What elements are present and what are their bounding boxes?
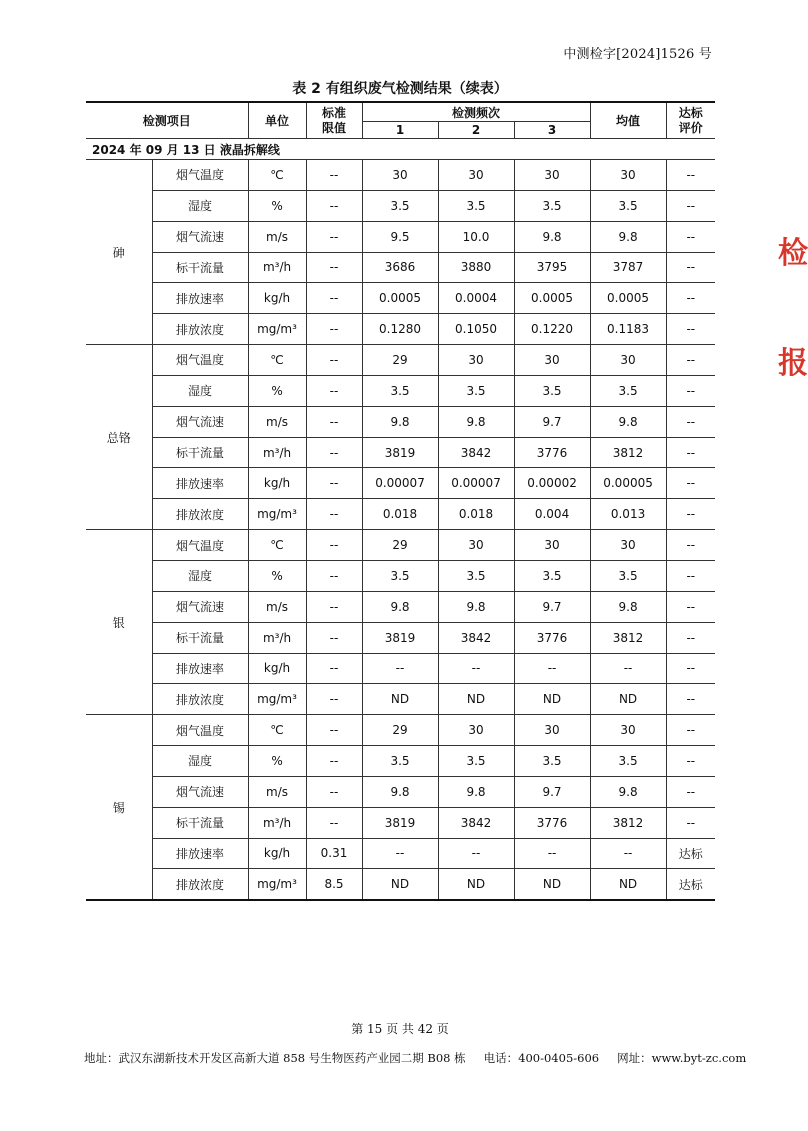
table-row [86, 776, 715, 807]
run-2-cell: 0.1050 [438, 314, 514, 345]
limit-cell: -- [306, 776, 362, 807]
header-limit-text: 标准 限值 [322, 105, 347, 135]
run-3-cell: 3.5 [514, 560, 590, 591]
table-row [86, 869, 715, 900]
table-row [86, 838, 715, 869]
run-1-cell: -- [362, 838, 438, 869]
run-1-cell: 3686 [362, 252, 438, 283]
run-3-cell: 9.8 [514, 221, 590, 252]
unit-cell: ℃ [248, 715, 306, 746]
unit-cell: % [248, 746, 306, 777]
evaluation-cell: -- [666, 468, 715, 499]
header-item: 检测项目 [86, 102, 248, 139]
limit-cell: -- [306, 437, 362, 468]
run-2-cell: 10.0 [438, 221, 514, 252]
parameter-cell: 标干流量 [152, 252, 248, 283]
unit-cell: % [248, 375, 306, 406]
parameter-cell: 烟气温度 [152, 530, 248, 561]
unit-cell: ℃ [248, 530, 306, 561]
run-2-cell: 3842 [438, 622, 514, 653]
table-row [86, 807, 715, 838]
run-3-cell: 30 [514, 715, 590, 746]
run-2-cell: 0.00007 [438, 468, 514, 499]
evaluation-cell: -- [666, 591, 715, 622]
run-2-cell: 3.5 [438, 190, 514, 221]
average-cell: 3.5 [590, 190, 666, 221]
header-average: 均值 [590, 102, 666, 139]
evaluation-cell: -- [666, 190, 715, 221]
table-row [86, 345, 715, 376]
document-number: 中测检字[2024]1526 号 [563, 47, 712, 62]
run-2-cell: 9.8 [438, 776, 514, 807]
parameter-cell: 烟气流速 [152, 591, 248, 622]
average-cell: -- [590, 653, 666, 684]
evaluation-cell: 达标 [666, 869, 715, 900]
evaluation-cell: -- [666, 221, 715, 252]
table-row [86, 591, 715, 622]
unit-cell: m³/h [248, 622, 306, 653]
header-frequency: 检测频次 [362, 102, 590, 122]
average-cell: 30 [590, 715, 666, 746]
limit-cell: -- [306, 807, 362, 838]
limit-cell: -- [306, 622, 362, 653]
average-cell: ND [590, 869, 666, 900]
unit-cell: mg/m³ [248, 684, 306, 715]
evaluation-cell: -- [666, 807, 715, 838]
unit-cell: m/s [248, 591, 306, 622]
evaluation-cell: 达标 [666, 838, 715, 869]
unit-cell: m/s [248, 221, 306, 252]
run-3-cell: -- [514, 838, 590, 869]
limit-cell: -- [306, 499, 362, 530]
parameter-cell: 烟气流速 [152, 406, 248, 437]
limit-cell: -- [306, 314, 362, 345]
average-cell: 0.00005 [590, 468, 666, 499]
evaluation-cell: -- [666, 375, 715, 406]
run-3-cell: 30 [514, 530, 590, 561]
unit-cell: mg/m³ [248, 869, 306, 900]
parameter-cell: 烟气流速 [152, 776, 248, 807]
table-row [86, 499, 715, 530]
unit-cell: m³/h [248, 437, 306, 468]
evaluation-cell: -- [666, 314, 715, 345]
average-cell: 30 [590, 345, 666, 376]
limit-cell: -- [306, 468, 362, 499]
run-1-cell: 9.8 [362, 776, 438, 807]
run-1-cell: 3.5 [362, 560, 438, 591]
table-row [86, 437, 715, 468]
header-unit: 单位 [248, 102, 306, 139]
run-1-cell: 9.8 [362, 406, 438, 437]
pollutant-cell: 砷 [86, 160, 152, 345]
table-row [86, 283, 715, 314]
limit-cell: -- [306, 591, 362, 622]
parameter-cell: 排放速率 [152, 283, 248, 314]
evaluation-cell: -- [666, 160, 715, 191]
evaluation-cell: -- [666, 437, 715, 468]
parameter-cell: 排放速率 [152, 468, 248, 499]
run-3-cell: 3776 [514, 622, 590, 653]
run-1-cell: 0.00007 [362, 468, 438, 499]
evaluation-cell: -- [666, 715, 715, 746]
run-3-cell: 3.5 [514, 190, 590, 221]
unit-cell: kg/h [248, 468, 306, 499]
parameter-cell: 烟气流速 [152, 221, 248, 252]
run-2-cell: 30 [438, 530, 514, 561]
table-row [86, 560, 715, 591]
evaluation-cell: -- [666, 345, 715, 376]
limit-cell: -- [306, 746, 362, 777]
limit-cell: -- [306, 375, 362, 406]
run-1-cell: 29 [362, 530, 438, 561]
run-2-cell: 3880 [438, 252, 514, 283]
unit-cell: m³/h [248, 807, 306, 838]
average-cell: 3.5 [590, 375, 666, 406]
average-cell: 0.0005 [590, 283, 666, 314]
table-row [86, 622, 715, 653]
limit-cell: -- [306, 283, 362, 314]
run-1-cell: 3819 [362, 622, 438, 653]
average-cell: 9.8 [590, 776, 666, 807]
page-number: 第 15 页 共 42 页 [351, 1022, 449, 1036]
run-1-cell: 0.018 [362, 499, 438, 530]
run-1-cell: 9.8 [362, 591, 438, 622]
seal-fragment-bottom: 报 [778, 346, 808, 381]
evaluation-cell: -- [666, 622, 715, 653]
unit-cell: % [248, 190, 306, 221]
evaluation-cell: -- [666, 776, 715, 807]
footer-address: 地址：武汉东湖新技术开发区高新大道 858 号生物医药产业园二期 B08 栋 [84, 1051, 466, 1065]
limit-cell: -- [306, 160, 362, 191]
parameter-cell: 排放浓度 [152, 869, 248, 900]
footer-phone: 电话：400-0405-606 [483, 1051, 600, 1065]
parameter-cell: 标干流量 [152, 437, 248, 468]
average-cell: 3812 [590, 807, 666, 838]
table-row [86, 375, 715, 406]
average-cell: -- [590, 838, 666, 869]
pollutant-cell: 总铬 [86, 345, 152, 530]
average-cell: 9.8 [590, 406, 666, 437]
average-cell: 3812 [590, 622, 666, 653]
run-3-cell: 3.5 [514, 746, 590, 777]
run-2-cell: 3.5 [438, 746, 514, 777]
run-2-cell: 3842 [438, 437, 514, 468]
run-1-cell: 3819 [362, 437, 438, 468]
run-2-cell: 0.018 [438, 499, 514, 530]
header-limit [306, 102, 362, 139]
run-3-cell: 9.7 [514, 406, 590, 437]
unit-cell: % [248, 560, 306, 591]
results-table [86, 101, 715, 901]
average-cell: 9.8 [590, 591, 666, 622]
run-3-cell: 9.7 [514, 591, 590, 622]
run-1-cell: -- [362, 653, 438, 684]
average-cell: 3.5 [590, 746, 666, 777]
unit-cell: mg/m³ [248, 499, 306, 530]
evaluation-cell: -- [666, 283, 715, 314]
run-2-cell: 0.0004 [438, 283, 514, 314]
run-3-cell: ND [514, 684, 590, 715]
table-row [86, 653, 715, 684]
limit-cell: -- [306, 221, 362, 252]
parameter-cell: 排放浓度 [152, 499, 248, 530]
evaluation-cell: -- [666, 746, 715, 777]
run-1-cell: 0.1280 [362, 314, 438, 345]
unit-cell: kg/h [248, 838, 306, 869]
run-2-cell: -- [438, 838, 514, 869]
evaluation-cell: -- [666, 684, 715, 715]
table-row [86, 746, 715, 777]
limit-cell: -- [306, 715, 362, 746]
unit-cell: kg/h [248, 283, 306, 314]
run-3-cell: 0.1220 [514, 314, 590, 345]
limit-cell: -- [306, 684, 362, 715]
run-3-cell: 30 [514, 160, 590, 191]
parameter-cell: 湿度 [152, 190, 248, 221]
parameter-cell: 湿度 [152, 560, 248, 591]
seal-fragment-top: 检 [778, 236, 808, 271]
parameter-cell: 排放浓度 [152, 314, 248, 345]
run-1-cell: 9.5 [362, 221, 438, 252]
table-row [86, 221, 715, 252]
run-3-cell: 30 [514, 345, 590, 376]
average-cell: 3.5 [590, 560, 666, 591]
table-row [86, 684, 715, 715]
run-3-cell: 0.0005 [514, 283, 590, 314]
run-1-cell: 0.0005 [362, 283, 438, 314]
parameter-cell: 标干流量 [152, 622, 248, 653]
run-1-cell: 3819 [362, 807, 438, 838]
run-2-cell: 30 [438, 715, 514, 746]
average-cell: 3812 [590, 437, 666, 468]
average-cell: 0.1183 [590, 314, 666, 345]
run-3-cell: 3.5 [514, 375, 590, 406]
parameter-cell: 标干流量 [152, 807, 248, 838]
run-2-cell: -- [438, 653, 514, 684]
table-row [86, 190, 715, 221]
unit-cell: kg/h [248, 653, 306, 684]
limit-cell: -- [306, 530, 362, 561]
parameter-cell: 湿度 [152, 746, 248, 777]
table-row [86, 314, 715, 345]
section-date-line: 2024 年 09 月 13 日 液晶拆解线 [86, 139, 715, 160]
parameter-cell: 烟气温度 [152, 160, 248, 191]
run-3-cell: 9.7 [514, 776, 590, 807]
parameter-cell: 排放速率 [152, 653, 248, 684]
run-1-cell: 29 [362, 715, 438, 746]
run-1-cell: 3.5 [362, 375, 438, 406]
limit-cell: -- [306, 406, 362, 437]
run-1-cell: 30 [362, 160, 438, 191]
parameter-cell: 烟气温度 [152, 345, 248, 376]
footer-website: 网址：www.byt-zc.com [617, 1051, 747, 1065]
average-cell: 30 [590, 160, 666, 191]
run-3-cell: 3776 [514, 807, 590, 838]
table-row [86, 468, 715, 499]
header-evaluation [666, 102, 715, 139]
run-2-cell: 3842 [438, 807, 514, 838]
unit-cell: m/s [248, 776, 306, 807]
average-cell: 9.8 [590, 221, 666, 252]
run-2-cell: 3.5 [438, 560, 514, 591]
run-3-cell: 0.004 [514, 499, 590, 530]
evaluation-cell: -- [666, 252, 715, 283]
run-3-cell: -- [514, 653, 590, 684]
run-3-cell: 0.00002 [514, 468, 590, 499]
limit-cell: -- [306, 252, 362, 283]
evaluation-cell: -- [666, 406, 715, 437]
parameter-cell: 排放浓度 [152, 684, 248, 715]
limit-cell: 8.5 [306, 869, 362, 900]
run-2-cell: ND [438, 684, 514, 715]
limit-cell: 0.31 [306, 838, 362, 869]
run-2-cell: 9.8 [438, 406, 514, 437]
evaluation-cell: -- [666, 530, 715, 561]
average-cell: ND [590, 684, 666, 715]
run-2-cell: ND [438, 869, 514, 900]
table-row [86, 715, 715, 746]
limit-cell: -- [306, 345, 362, 376]
run-3-cell: 3776 [514, 437, 590, 468]
parameter-cell: 湿度 [152, 375, 248, 406]
average-cell: 30 [590, 530, 666, 561]
header-run-3: 3 [514, 122, 590, 139]
run-1-cell: ND [362, 684, 438, 715]
average-cell: 3787 [590, 252, 666, 283]
limit-cell: -- [306, 653, 362, 684]
run-1-cell: ND [362, 869, 438, 900]
table-row [86, 406, 715, 437]
pollutant-cell: 锡 [86, 715, 152, 901]
unit-cell: m³/h [248, 252, 306, 283]
run-3-cell: ND [514, 869, 590, 900]
evaluation-cell: -- [666, 560, 715, 591]
unit-cell: m/s [248, 406, 306, 437]
average-cell: 0.013 [590, 499, 666, 530]
footer [84, 1050, 747, 1066]
table-row [86, 252, 715, 283]
run-3-cell: 3795 [514, 252, 590, 283]
unit-cell: ℃ [248, 160, 306, 191]
evaluation-cell: -- [666, 499, 715, 530]
table-title: 表 2 有组织废气检测结果（续表） [292, 81, 508, 97]
header-run-1: 1 [362, 122, 438, 139]
run-1-cell: 3.5 [362, 190, 438, 221]
run-2-cell: 3.5 [438, 375, 514, 406]
unit-cell: mg/m³ [248, 314, 306, 345]
run-2-cell: 30 [438, 160, 514, 191]
run-1-cell: 29 [362, 345, 438, 376]
table-row [86, 160, 715, 191]
run-2-cell: 9.8 [438, 591, 514, 622]
pollutant-cell: 银 [86, 530, 152, 715]
parameter-cell: 烟气温度 [152, 715, 248, 746]
header-evaluation-text: 达标 评价 [678, 105, 703, 135]
unit-cell: ℃ [248, 345, 306, 376]
run-2-cell: 30 [438, 345, 514, 376]
header-run-2: 2 [438, 122, 514, 139]
table-row [86, 530, 715, 561]
evaluation-cell: -- [666, 653, 715, 684]
limit-cell: -- [306, 560, 362, 591]
limit-cell: -- [306, 190, 362, 221]
run-1-cell: 3.5 [362, 746, 438, 777]
parameter-cell: 排放速率 [152, 838, 248, 869]
